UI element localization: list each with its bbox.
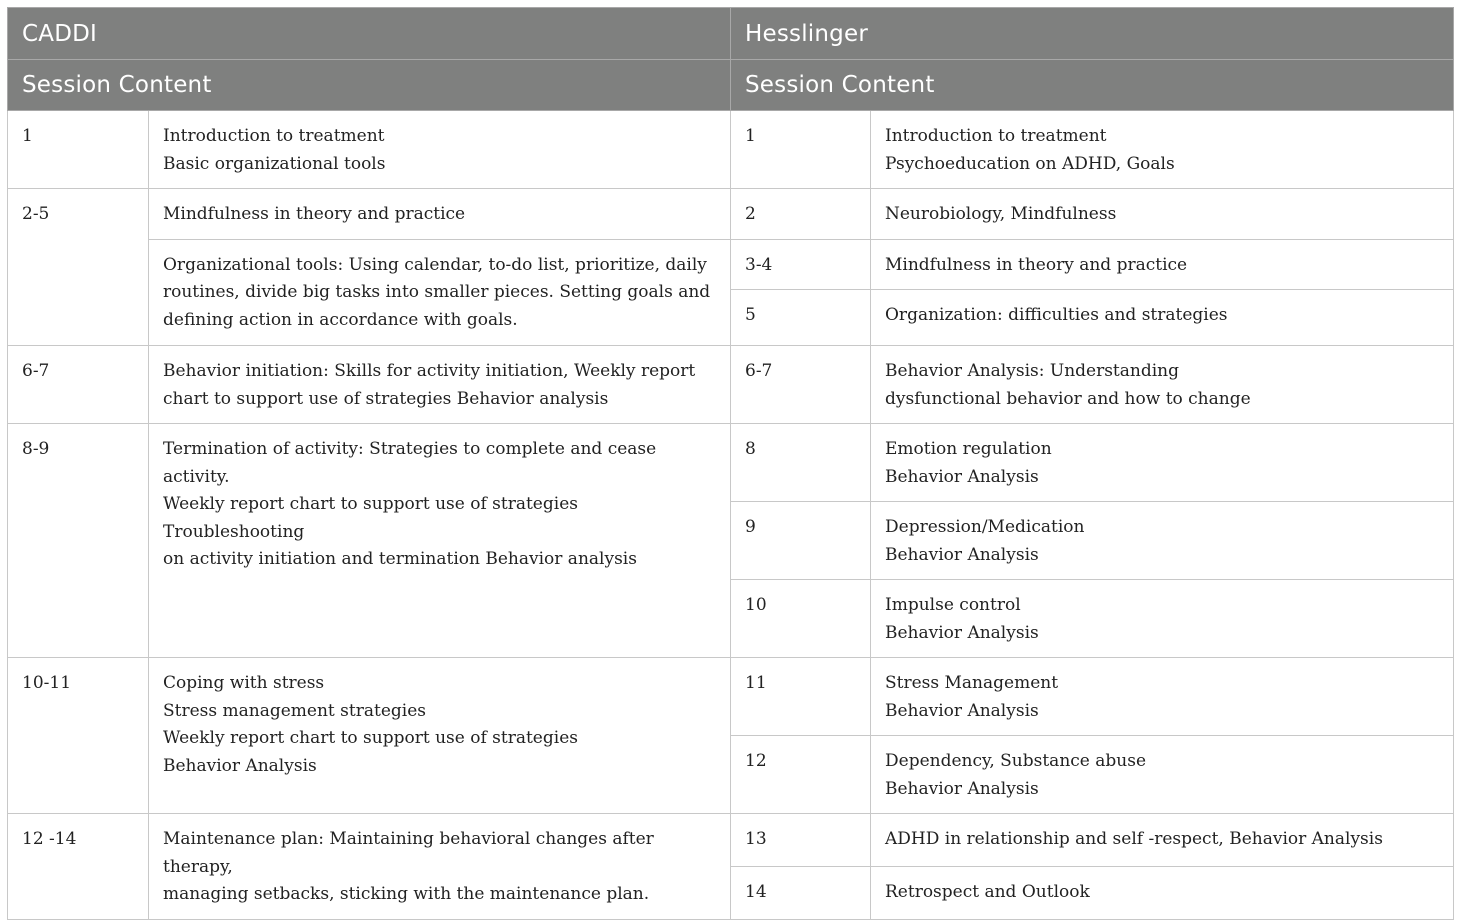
table-row [8,658,1454,736]
hesslinger-content [871,189,1454,240]
hesslinger-content [871,658,1454,736]
content-line: Behavior initiation: Skills for activity initiation, Weekly report [163,361,696,381]
hesslinger-content [871,290,1454,346]
content-line: Behavior Analysis [885,466,1039,487]
table-row [8,111,1454,189]
content-line: Stress Management [885,673,1059,693]
caddi-session: 10-11 [8,658,149,814]
hesslinger-content [871,736,1454,814]
caddi-content [149,346,731,424]
hesslinger-session: 3-4 [731,239,871,290]
caddi-session: 6-7 [8,346,149,424]
content-line: Introduction to treatment [163,126,385,146]
content-line: Basic organizational tools [163,153,386,174]
content-line: Dependency, Substance abuse [885,751,1147,771]
content-line: Behavior Analysis [163,755,317,776]
session-comparison-table [7,7,1454,920]
content-line: dysfunctional behavior and how to change [885,388,1251,409]
content-line: ADHD in relationship and self -respect, Behavior Analysis [885,829,1383,849]
table-row [8,189,1454,240]
caddi-session: 1 [8,111,149,189]
hesslinger-content [871,239,1454,290]
hesslinger-session: 5 [731,290,871,346]
hesslinger-content [871,502,1454,580]
content-line: Introduction to treatment [885,126,1107,146]
hesslinger-content [871,111,1454,189]
content-line: defining action in accordance with goals. [163,309,518,330]
content-line: Behavior Analysis: Understanding [885,361,1179,381]
content-line: Behavior Analysis [885,544,1039,565]
content-line: Impulse control [885,595,1021,615]
subheader-caddi: Session Content [8,60,731,111]
content-line: on activity initiation and termination Behavior analysis [163,549,637,569]
hesslinger-session: 1 [731,111,871,189]
subheader-row [8,60,1454,111]
group-header-row [8,8,1454,60]
hesslinger-content [871,346,1454,424]
content-line: Behavior Analysis [885,778,1039,799]
table-row [8,424,1454,502]
content-line: Depression/Medication [885,517,1085,537]
hesslinger-content [871,424,1454,502]
caddi-content [149,239,731,346]
hesslinger-session: 9 [731,502,871,580]
content-line: Organizational tools: Using calendar, to-do list, prioritize, daily [163,254,707,275]
hesslinger-session: 13 [731,814,871,867]
content-line: Weekly report chart to support use of strategies [163,728,578,748]
hesslinger-session: 2 [731,189,871,240]
content-line: Neurobiology, Mindfulness [885,204,1117,224]
content-line: Retrospect and Outlook [885,881,1090,902]
content-line: chart to support use of strategies Behavior analysis [163,388,609,409]
caddi-session: 12 -14 [8,814,149,920]
hesslinger-content [871,580,1454,658]
hesslinger-session: 8 [731,424,871,502]
table-row [8,346,1454,424]
content-line: routines, divide big tasks into smaller pieces. Setting goals and [163,282,711,302]
hesslinger-content [871,866,1454,919]
content-line: managing setbacks, sticking with the maintenance plan. [163,884,650,904]
caddi-content [149,189,731,240]
subheader-hesslinger: Session Content [731,60,1454,111]
content-line: Termination of activity: Strategies to complete and cease activity. [163,439,657,487]
content-line: Behavior Analysis [885,700,1039,721]
content-line: Mindfulness in theory and practice [163,204,466,224]
content-line: Mindfulness in theory and practice [885,254,1188,275]
content-line: Stress management strategies [163,700,426,721]
hesslinger-session: 11 [731,658,871,736]
hesslinger-session: 12 [731,736,871,814]
caddi-session: 8-9 [8,424,149,658]
caddi-content [149,658,731,814]
content-line: Organization: difficulties and strategies [885,305,1228,325]
content-line: Maintenance plan: Maintaining behavioral changes after therapy, [163,829,654,877]
content-line: Behavior Analysis [885,622,1039,643]
content-line: Psychoeducation on ADHD, Goals [885,153,1175,174]
hesslinger-session: 10 [731,580,871,658]
content-line: Emotion regulation [885,439,1052,459]
hesslinger-session: 6-7 [731,346,871,424]
caddi-content [149,424,731,658]
caddi-session: 2-5 [8,189,149,346]
table-row [8,814,1454,867]
hesslinger-content [871,814,1454,867]
group-header-caddi: CADDI [8,8,731,60]
caddi-content [149,111,731,189]
content-line: Coping with stress [163,673,325,693]
hesslinger-session: 14 [731,866,871,919]
content-line: Weekly report chart to support use of strategies Troubleshooting [163,494,578,542]
caddi-content [149,814,731,920]
group-header-hesslinger: Hesslinger [731,8,1454,60]
table-row [8,239,1454,290]
